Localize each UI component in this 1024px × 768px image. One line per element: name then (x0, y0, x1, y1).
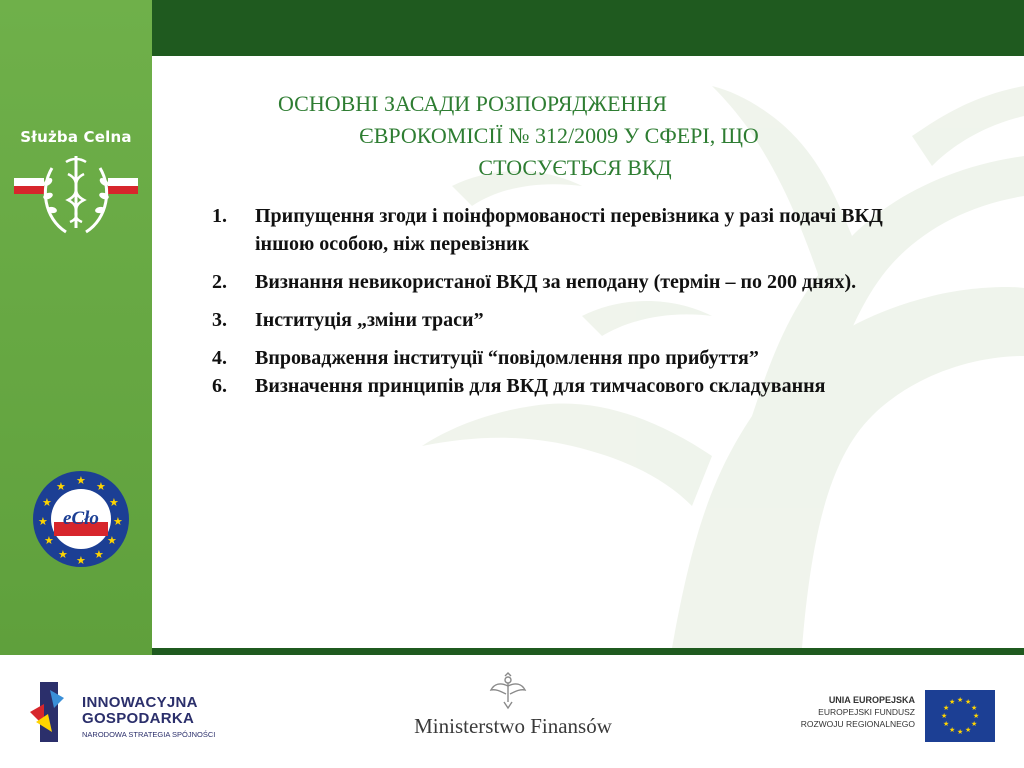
svg-text:★: ★ (56, 480, 66, 493)
list-item-number: 1. (212, 205, 227, 227)
svg-text:★: ★ (42, 496, 52, 509)
svg-text:★: ★ (971, 720, 978, 728)
list-item (212, 344, 892, 372)
innovative-economy-mark-icon (30, 682, 74, 742)
list-item-text: Інституція „зміни траси” (255, 309, 484, 331)
svg-text:★: ★ (965, 726, 972, 734)
ecl0-eu-logo (32, 470, 130, 568)
svg-text:★: ★ (76, 474, 86, 487)
ministry-name: Ministerstwo Finansów (414, 714, 612, 738)
ue-line-2: EUROPEJSKI FUNDUSZ (818, 707, 915, 717)
bottom-divider (152, 648, 1024, 655)
svg-text:★: ★ (949, 698, 956, 706)
svg-text:★: ★ (107, 534, 117, 547)
title-line-2: ЄВРОКОМІСІЇ № 312/2009 У СФЕРІ, ЩО (359, 123, 759, 148)
svg-text:★: ★ (957, 696, 964, 704)
svg-text:★: ★ (943, 720, 950, 728)
svg-text:★: ★ (949, 726, 956, 734)
title-line-1: ОСНОВНІ ЗАСАДИ РОЗПОРЯДЖЕННЯ (278, 91, 667, 116)
slide-title (270, 88, 830, 184)
svg-text:★: ★ (38, 515, 48, 528)
list-item (212, 306, 892, 334)
list-item-number: 6. (212, 375, 227, 397)
list-item (212, 372, 892, 400)
svg-text:★: ★ (941, 712, 948, 720)
ue-line-3: ROZWOJU REGIONALNEGO (800, 719, 915, 729)
list-item-text: Визнання невикористаної ВКД за неподану (термін – по 200 днях). (255, 271, 857, 293)
eu-logo-text: eCło (63, 508, 99, 529)
ig-line-2: GOSPODARKA (82, 710, 195, 727)
eu-fund-text (801, 694, 915, 730)
list-item (212, 202, 892, 258)
sluzba-celna-logo (10, 128, 142, 243)
svg-text:★: ★ (76, 554, 86, 567)
white-eagle-icon (488, 672, 528, 712)
svg-text:★: ★ (965, 698, 972, 706)
svg-text:★: ★ (971, 704, 978, 712)
list-item-number: 4. (212, 347, 227, 369)
top-bar (152, 0, 1024, 56)
svg-text:★: ★ (58, 548, 68, 561)
principles-list (212, 202, 892, 410)
svg-text:★: ★ (44, 534, 54, 547)
list-item-number: 3. (212, 309, 227, 331)
innowacyjna-gospodarka-logo (30, 682, 240, 744)
eu-flag-icon (925, 690, 995, 742)
ig-line-1: INNOWACYJNA (82, 694, 198, 711)
svg-text:★: ★ (957, 728, 964, 736)
celna-logo-text: Służba Celna (20, 128, 132, 146)
list-item-text: Впровадження інституції “повідомлення про прибуття” (255, 347, 759, 369)
list-item-text: Припущення згоди і поінформованості перевізника у разі подачі ВКД іншою особою, ніж перевізник (255, 205, 883, 255)
svg-text:★: ★ (94, 548, 104, 561)
svg-text:★: ★ (943, 704, 950, 712)
ministerstwo-finansow-logo (398, 672, 628, 744)
ue-line-1: UNIA EUROPEJSKA (828, 695, 915, 705)
list-item-text: Визначення принципів для ВКД для тимчасового складування (255, 375, 826, 397)
customs-emblem-icon (10, 148, 142, 243)
list-item (212, 268, 892, 296)
svg-text:★: ★ (109, 496, 119, 509)
svg-text:★: ★ (113, 515, 123, 528)
svg-text:★: ★ (96, 480, 106, 493)
svg-text:★: ★ (973, 712, 980, 720)
ig-line-3: NARODOWA STRATEGIA SPÓJNOŚCI (82, 730, 216, 739)
list-item-number: 2. (212, 271, 227, 293)
title-line-3: СТОСУЄТЬСЯ ВКД (478, 155, 672, 180)
unia-europejska-logo (780, 690, 995, 745)
